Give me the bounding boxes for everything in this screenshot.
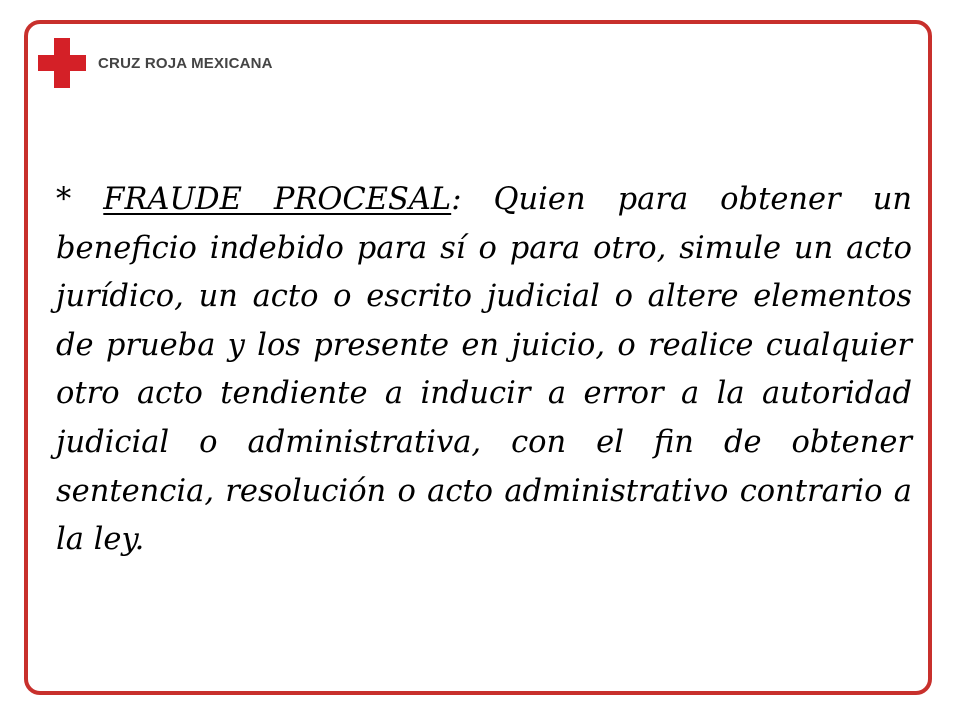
organization-name: CRUZ ROJA MEXICANA bbox=[98, 54, 273, 72]
definition-paragraph bbox=[56, 176, 912, 565]
definition-bullet: * bbox=[56, 182, 104, 217]
brand-logo bbox=[38, 38, 273, 88]
red-cross-icon bbox=[38, 38, 86, 88]
definition-term: FRAUDE PROCESAL bbox=[103, 182, 452, 217]
definition-separator: : bbox=[451, 182, 462, 217]
definition-text: Quien para obtener un beneficio indebido para sí o para otro, simule un acto jurídico, un acto o escrito judicial o altere elementos de prueba y los presente en juicio, o realice cualquier otro acto tendiente a inducir a error a la autoridad judicial o administrativa, con el fin de obtener sentencia, resolución o acto administrativo contrario a la ley. bbox=[56, 182, 912, 558]
